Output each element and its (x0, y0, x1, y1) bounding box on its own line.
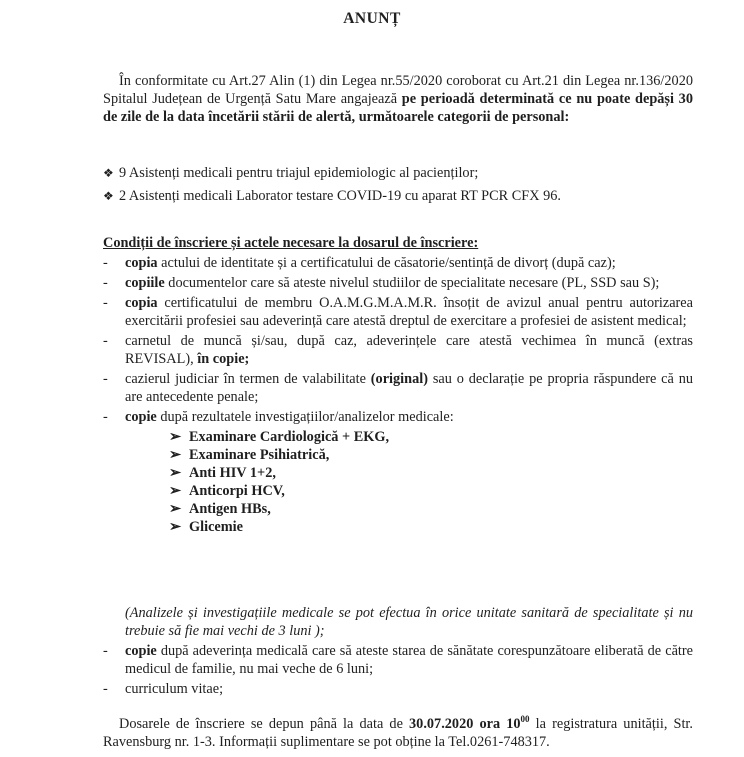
condition-item (103, 642, 693, 678)
footer-deadline-minutes: 00 (520, 714, 530, 725)
analysis-item (169, 518, 693, 536)
analysis-text: Antigen HBs, (189, 501, 271, 517)
conditions-continued (103, 604, 693, 700)
arrow-bullet-icon: ➢ (169, 483, 181, 499)
condition-text: curriculum vitae; (125, 681, 224, 697)
analysis-text: Anti HIV 1+2, (189, 465, 276, 481)
analyses-note: (Analizele și investigațiile medicale se pot efectua în orice unitate sanitară de specialitate și nu trebuie să fie mai vechi de 3 luni ); (125, 605, 693, 639)
condition-text: documentelor care să ateste nivelul studiilor de specialitate necesare (PL, SSD sau S); (164, 275, 660, 291)
condition-text: actului de identitate și a certificatului de căsatorie/sentință de divorț (după caz); (157, 255, 616, 271)
arrow-bullet-icon: ➢ (169, 501, 181, 517)
condition-item (103, 408, 693, 536)
analysis-item (169, 464, 693, 482)
analysis-text: Glicemie (189, 519, 243, 535)
condition-item (103, 254, 693, 272)
arrow-bullet-icon: ➢ (169, 519, 181, 535)
position-text: 9 Asistenți medicali pentru triajul epidemiologic al pacienților; (119, 165, 479, 181)
condition-item (103, 680, 693, 698)
footer-text: la registratura unității, Str. Ravensburg nr. 1-3. Informații suplimentare se pot obține la Tel.0261-748317. (103, 716, 693, 750)
dash-bullet-icon: - (103, 255, 108, 271)
condition-bold: copia (125, 295, 158, 311)
position-item (103, 187, 693, 205)
condition-item (103, 294, 693, 330)
condition-bold: copiile (125, 275, 165, 291)
dash-bullet-icon: - (103, 643, 108, 659)
footer-deadline (409, 716, 530, 732)
intro-bold-text: pe perioadă determinată ce nu poate depăși 30 de zile de la data încetării stării de alertă, următoarele categorii de personal: (103, 91, 693, 125)
dash-bullet-icon: - (103, 371, 108, 387)
condition-bold: copia (125, 255, 158, 271)
dash-bullet-icon: - (103, 275, 108, 291)
footer-text: Dosarele de înscriere se depun până la data de (119, 716, 410, 732)
dash-bullet-icon: - (103, 681, 108, 697)
conditions-list-after (103, 642, 693, 698)
analyses-list (169, 428, 693, 536)
dash-bullet-icon: - (103, 409, 108, 425)
diamond-bullet-icon: ❖ (103, 189, 114, 203)
dash-bullet-icon: - (103, 333, 108, 349)
positions-list (103, 164, 693, 210)
arrow-bullet-icon: ➢ (169, 447, 181, 463)
condition-bold: în copie; (197, 351, 250, 367)
condition-item (103, 332, 693, 368)
condition-item (103, 370, 693, 406)
page-title: ANUNȚ (343, 10, 401, 27)
footer-deadline-text: 30.07.2020 ora 10 (409, 716, 521, 732)
dash-bullet-icon: - (103, 295, 108, 311)
condition-bold: copie (125, 643, 157, 659)
footer-paragraph (103, 715, 693, 751)
condition-text: carnetul de muncă și/sau, după caz, adeverințele care atestă vechimea în muncă (extras REVISAL), (125, 333, 693, 367)
analysis-item (169, 446, 693, 464)
condition-text: certificatului de membru O.A.M.G.M.A.M.R. însoțit de avizul anual pentru autorizarea exercitării profesiei sau adeverință care atestă dreptul de exercitare a profesiei de asistent medical; (125, 295, 693, 329)
analysis-item (169, 482, 693, 500)
conditions-list (103, 254, 693, 538)
condition-text: sau o declarație pe propria răspundere că nu are antecedente penale; (125, 371, 693, 405)
condition-bold: copie (125, 409, 157, 425)
condition-text: după adeverința medicală care să ateste starea de sănătate corespunzătoare eliberată de către medicul de familie, nu mai veche de 6 luni; (125, 643, 693, 677)
position-item (103, 164, 693, 182)
diamond-bullet-icon: ❖ (103, 166, 114, 180)
analysis-text: Examinare Cardiologică + EKG, (189, 429, 390, 445)
analysis-text: Examinare Psihiatrică, (189, 447, 330, 463)
conditions-heading: Condiții de înscriere și actele necesare la dosarul de înscriere: (103, 235, 479, 251)
arrow-bullet-icon: ➢ (169, 429, 181, 445)
analysis-item (169, 428, 693, 446)
condition-bold: (original) (370, 371, 428, 387)
position-text: 2 Asistenți medicali Laborator testare COVID-19 cu aparat RT PCR CFX 96. (119, 188, 562, 204)
analysis-item (169, 500, 693, 518)
intro-text: În conformitate cu Art.27 Alin (1) din Legea nr.55/2020 coroborat cu Art.21 din Legea nr.136/2020 Spitalul Județean de Urgență Satu Mare angajează (103, 73, 693, 107)
condition-text: cazierul judiciar în termen de valabilitate (125, 371, 371, 387)
intro-paragraph (103, 72, 693, 126)
analysis-text: Anticorpi HCV, (189, 483, 285, 499)
condition-item (103, 274, 693, 292)
arrow-bullet-icon: ➢ (169, 465, 181, 481)
condition-text: după rezultatele investigațiilor/analizelor medicale: (156, 409, 454, 425)
